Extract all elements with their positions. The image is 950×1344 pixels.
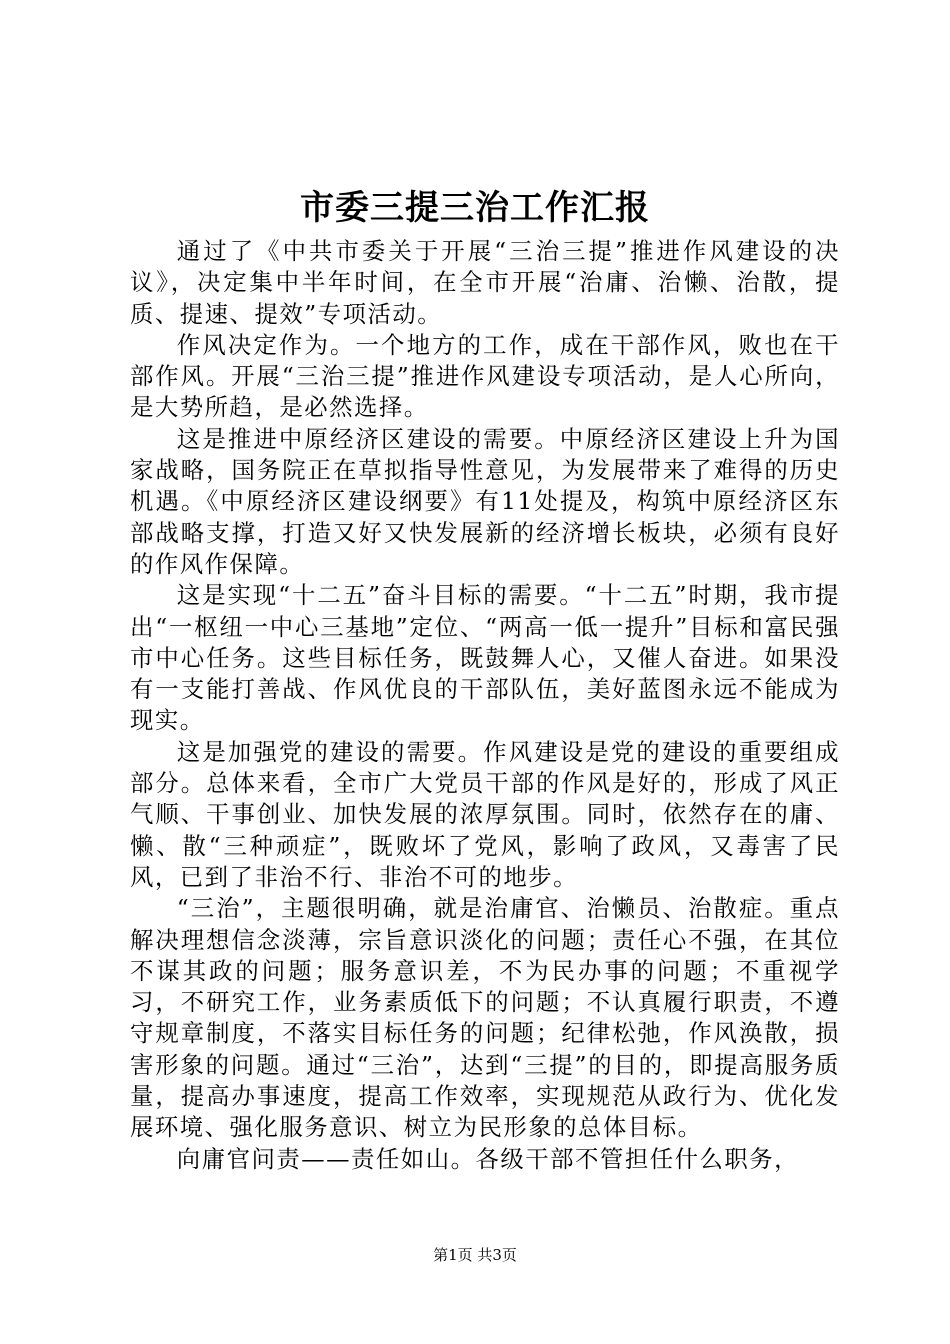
paragraph: “三治”，主题很明确，就是治庸官、治懒员、治散症。重点解决理想信念淡薄，宗旨意识淡化的问题；责任心不强，在其位不谋其政的问题；服务意识差，不为民办事的问题；不重视学习，不研究工作，业务素质低下的问题；不认真履行职责，不遵守规章制度，不落实目标任务的问题；纪律松弛，作风涣散，损害形象的问题。通过“三治”，达到“三提”的目的，即提高服务质量，提高办事速度，提高工作效率，实现规范从政行为、优化发展环境、强化服务意识、树立为民形象的总体目标。 (130, 894, 840, 1142)
paragraph: 这是实现“十二五”奋斗目标的需要。“十二五”时期，我市提出“一枢纽一中心三基地”定位、“两高一低一提升”目标和富民强市中心任务。这些目标任务，既鼓舞人心，又催人奋进。如果没有一支能打善战、作风优良的干部队伍，美好蓝图永远不能成为现实。 (130, 581, 840, 735)
paragraph: 通过了《中共市委关于开展“三治三提”推进作风建设的决议》，决定集中半年时间，在全市开展“治庸、治懒、治散，提质、提速、提效”专项活动。 (130, 237, 840, 328)
paragraph: 作风决定作为。一个地方的工作，成在干部作风，败也在干部作风。开展“三治三提”推进作风建设专项活动，是人心所向，是大势所趋，是必然选择。 (130, 330, 840, 422)
paragraph: 向庸官问责——责任如山。各级干部不管担任什么职务， (176, 1144, 800, 1173)
page-footer: 第1页 共3页 (433, 1246, 517, 1264)
paragraph: 这是加强党的建设的需要。作风建设是党的建设的重要组成部分。总体来看，全市广大党员干部的作风是好的，形成了风正气顺、干事创业、加快发展的浓厚氛围。同时，依然存在的庸、懒、散“三种顽症”，既败坏了党风，影响了政风，又毒害了民风，已到了非治不行、非治不可的地步。 (130, 737, 840, 891)
paragraph: 这是推进中原经济区建设的需要。中原经济区建设上升为国家战略，国务院正在草拟指导性意见，为发展带来了难得的历史机遇。《中原经济区建设纲要》有11处提及，构筑中原经济区东部战略支撑，打造又好又快发展新的经济增长板块，必须有良好的作风作保障。 (130, 424, 840, 578)
document-body (130, 236, 840, 1175)
document-title: 市委三提三治工作汇报 (300, 188, 650, 228)
